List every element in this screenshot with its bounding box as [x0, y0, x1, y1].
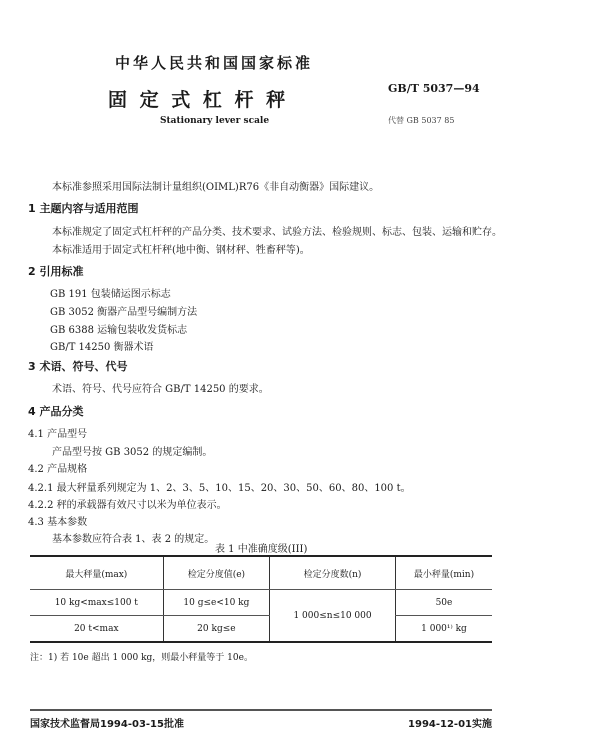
table-row: [30, 590, 492, 616]
footer-rule: [30, 709, 492, 711]
table-note: 注：1) 若 10e 超出 1 000 kg，则最小秤量等于 10e。: [30, 653, 253, 663]
table-cell: 20 t<max: [74, 623, 119, 634]
table-cell: 20 kg≤e: [163, 616, 270, 643]
column-header: 最小秤量(min): [395, 556, 492, 590]
subsection-heading: 4.3 基本参数: [28, 517, 88, 528]
table-cell: 10 kg<max≤100 t: [30, 590, 163, 616]
parameters-table: [30, 555, 492, 643]
replaces-note: 代替 GB 5037 85: [388, 116, 455, 125]
table-row: [30, 616, 492, 643]
subsection-item: 4.2.1 最大秤量系列规定为 1、2、3、5、10、15、20、30、50、60、80、100 t。: [28, 483, 411, 494]
table-title: 表 1 中准确度级(III): [215, 544, 308, 555]
table-cell: 1 000¹⁾ kg: [395, 616, 492, 643]
paragraph: 术语、符号、代号应符合 GB/T 14250 的要求。: [52, 384, 269, 395]
column-header: 检定分度数(n): [270, 556, 396, 590]
document-title: 固 定 式 杠 杆 秤: [108, 89, 286, 111]
standard-number: GB/T 5037—94: [388, 82, 480, 95]
paragraph: 基本参数应符合表 1、表 2 的规定。: [52, 534, 215, 545]
table-cell: 10 g≤e<10 kg: [163, 590, 270, 616]
reference-item: GB 3052 衡器产品型号编制方法: [50, 307, 198, 318]
subsection-heading: 4.2 产品规格: [28, 464, 88, 475]
section-heading: 4 产品分类: [28, 405, 84, 418]
org-title: 中华人民共和国国家标准: [115, 54, 314, 72]
reference-item: GB/T 14250 衡器术语: [50, 342, 154, 353]
table-cell: 1 000≤n≤10 000: [270, 590, 396, 643]
section-heading: 1 主题内容与适用范围: [28, 202, 139, 215]
paragraph: 本标准适用于固定式杠杆秤(地中衡、钢材秤、牲畜秤等)。: [52, 245, 310, 256]
english-title: Stationary lever scale: [160, 116, 270, 126]
column-header: 检定分度值(e): [163, 556, 270, 590]
table-cell: 50e: [395, 590, 492, 616]
intro-text: 本标准参照采用国际法制计量组织(OIML)R76《非自动衡器》国际建议。: [52, 182, 380, 193]
paragraph: 产品型号按 GB 3052 的规定编制。: [52, 447, 213, 458]
paragraph: 本标准规定了固定式杠杆秤的产品分类、技术要求、试验方法、检验规则、标志、包装、运输和贮存。: [52, 227, 502, 238]
section-heading: 2 引用标准: [28, 265, 84, 278]
section-heading: 3 术语、符号、代号: [28, 360, 128, 373]
subsection-heading: 4.1 产品型号: [28, 429, 88, 440]
approval-date: 国家技术监督局1994-03-15批准: [30, 719, 184, 730]
reference-item: GB 6388 运输包装收发货标志: [50, 325, 188, 336]
reference-item: GB 191 包装储运图示标志: [50, 289, 171, 300]
column-header: 最大秤量(max): [30, 556, 163, 590]
subsection-item: 4.2.2 秤的承载器有效尺寸以米为单位表示。: [28, 500, 227, 511]
effective-date: 1994-12-01实施: [408, 719, 492, 730]
